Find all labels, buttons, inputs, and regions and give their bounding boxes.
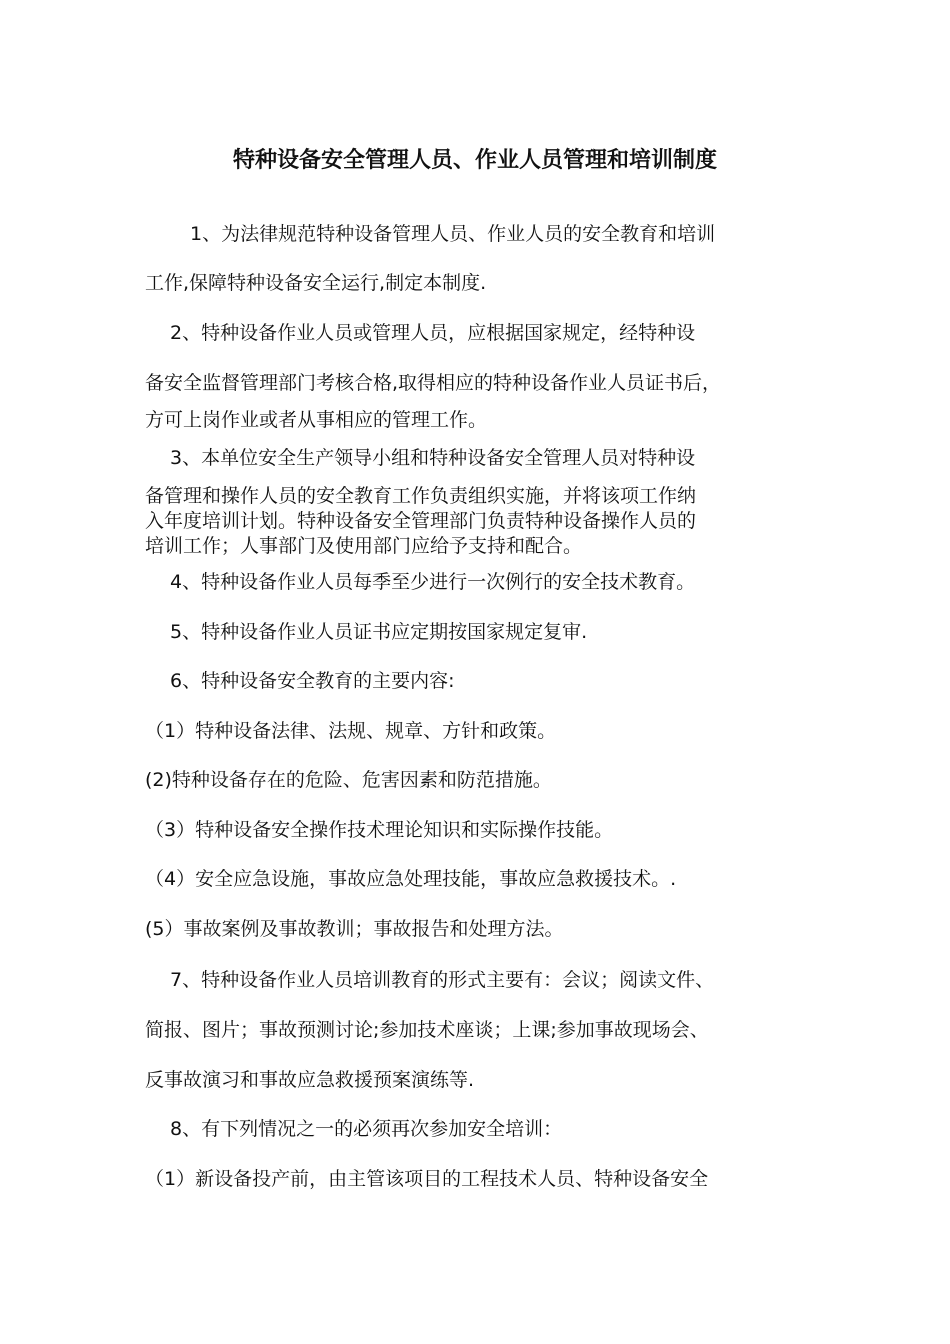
paragraph-line: 1、为法律规范特种设备管理人员、作业人员的安全教育和培训: [190, 223, 716, 245]
paragraph-line: 8、有下列情况之一的必须再次参加安全培训：: [170, 1118, 563, 1140]
paragraph-line: 7、特种设备作业人员培训教育的形式主要有：会议；阅读文件、: [170, 969, 715, 991]
paragraph-line: (2)特种设备存在的危险、危害因素和防范措施。: [145, 769, 552, 791]
document-title: 特种设备安全管理人员、作业人员管理和培训制度: [232, 148, 717, 173]
paragraph-line: 6、特种设备安全教育的主要内容:: [170, 670, 455, 692]
paragraph-line: 工作,保障特种设备安全运行,制定本制度.: [145, 272, 487, 294]
paragraph-line: 3、本单位安全生产领导小组和特种设备安全管理人员对特种设: [170, 447, 696, 469]
paragraph-line: (5）事故案例及事故教训；事故报告和处理方法。: [145, 918, 564, 940]
paragraph-line: （1）新设备投产前，由主管该项目的工程技术人员、特种设备安全: [145, 1168, 709, 1190]
paragraph-line: 反事故演习和事故应急救援预案演练等.: [145, 1069, 475, 1091]
paragraph-line: （3）特种设备安全操作技术理论知识和实际操作技能。: [145, 819, 614, 841]
paragraph-line: 2、特种设备作业人员或管理人员，应根据国家规定，经特种设: [170, 322, 696, 344]
paragraph-line: 方可上岗作业或者从事相应的管理工作。: [145, 409, 488, 431]
paragraph-line: 培训工作；人事部门及使用部门应给予支持和配合。: [145, 535, 583, 557]
paragraph-line: 简报、图片；事故预测讨论;参加技术座谈；上课;参加事故现场会、: [145, 1019, 709, 1041]
paragraph-line: 入年度培训计划。特种设备安全管理部门负责特种设备操作人员的: [145, 510, 697, 532]
paragraph-line: 4、特种设备作业人员每季至少进行一次例行的安全技术教育。: [170, 571, 696, 593]
paragraph-line: （4）安全应急设施，事故应急处理技能，事故应急救援技术。.: [145, 868, 677, 890]
paragraph-line: 5、特种设备作业人员证书应定期按国家规定复审.: [170, 621, 588, 643]
paragraph-line: 备管理和操作人员的安全教育工作负责组织实施，并将该项工作纳: [145, 485, 697, 507]
paragraph-line: （1）特种设备法律、法规、规章、方针和政策。: [145, 720, 557, 742]
paragraph-line: 备安全监督管理部门考核合格,取得相应的特种设备作业人员证书后，: [145, 372, 722, 394]
